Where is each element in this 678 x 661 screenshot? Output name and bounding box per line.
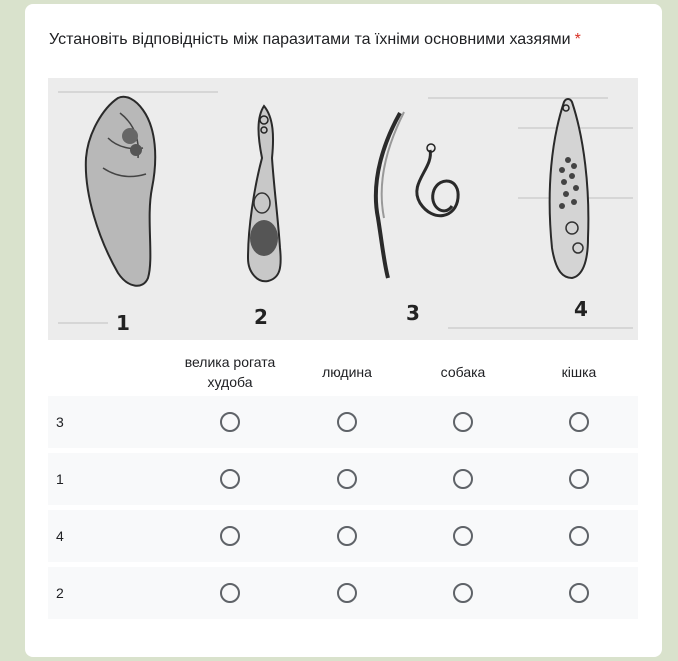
figure-label-4: 4 xyxy=(574,297,588,321)
radio-button[interactable] xyxy=(337,583,357,603)
parasites-illustration xyxy=(48,78,638,340)
row-label: 4 xyxy=(56,528,64,544)
row-label: 2 xyxy=(56,585,64,601)
radio-button[interactable] xyxy=(453,469,473,489)
question-title xyxy=(49,30,639,50)
figure-label-2: 2 xyxy=(254,305,268,329)
question-card xyxy=(25,4,662,657)
radio-button[interactable] xyxy=(569,583,589,603)
radio-button[interactable] xyxy=(569,526,589,546)
grid-header xyxy=(48,344,638,396)
row-label: 3 xyxy=(56,414,64,430)
radio-button[interactable] xyxy=(220,469,240,489)
grid-row xyxy=(48,510,638,562)
required-asterisk: * xyxy=(574,31,581,48)
radio-button[interactable] xyxy=(337,469,357,489)
choice-grid xyxy=(48,344,638,624)
radio-button[interactable] xyxy=(453,526,473,546)
grid-row xyxy=(48,453,638,505)
figure-label-3: 3 xyxy=(406,301,420,325)
question-text: Установіть відповідність між паразитами та їхніми основними хазяями xyxy=(49,31,571,48)
radio-button[interactable] xyxy=(453,583,473,603)
figure-label-1: 1 xyxy=(116,311,130,335)
grid-row xyxy=(48,396,638,448)
radio-button[interactable] xyxy=(220,583,240,603)
radio-button[interactable] xyxy=(220,526,240,546)
radio-button[interactable] xyxy=(569,469,589,489)
radio-button[interactable] xyxy=(569,412,589,432)
row-label: 1 xyxy=(56,471,64,487)
radio-button[interactable] xyxy=(453,412,473,432)
grid-row xyxy=(48,567,638,619)
radio-button[interactable] xyxy=(220,412,240,432)
column-header-dog: собака xyxy=(440,364,486,380)
column-header-cattle: велика рогата худоба xyxy=(184,354,276,390)
radio-button[interactable] xyxy=(337,526,357,546)
parasites-drawing xyxy=(48,78,638,340)
column-header-cat: кішка xyxy=(561,364,597,380)
column-header-human: людина xyxy=(322,364,372,380)
radio-button[interactable] xyxy=(337,412,357,432)
